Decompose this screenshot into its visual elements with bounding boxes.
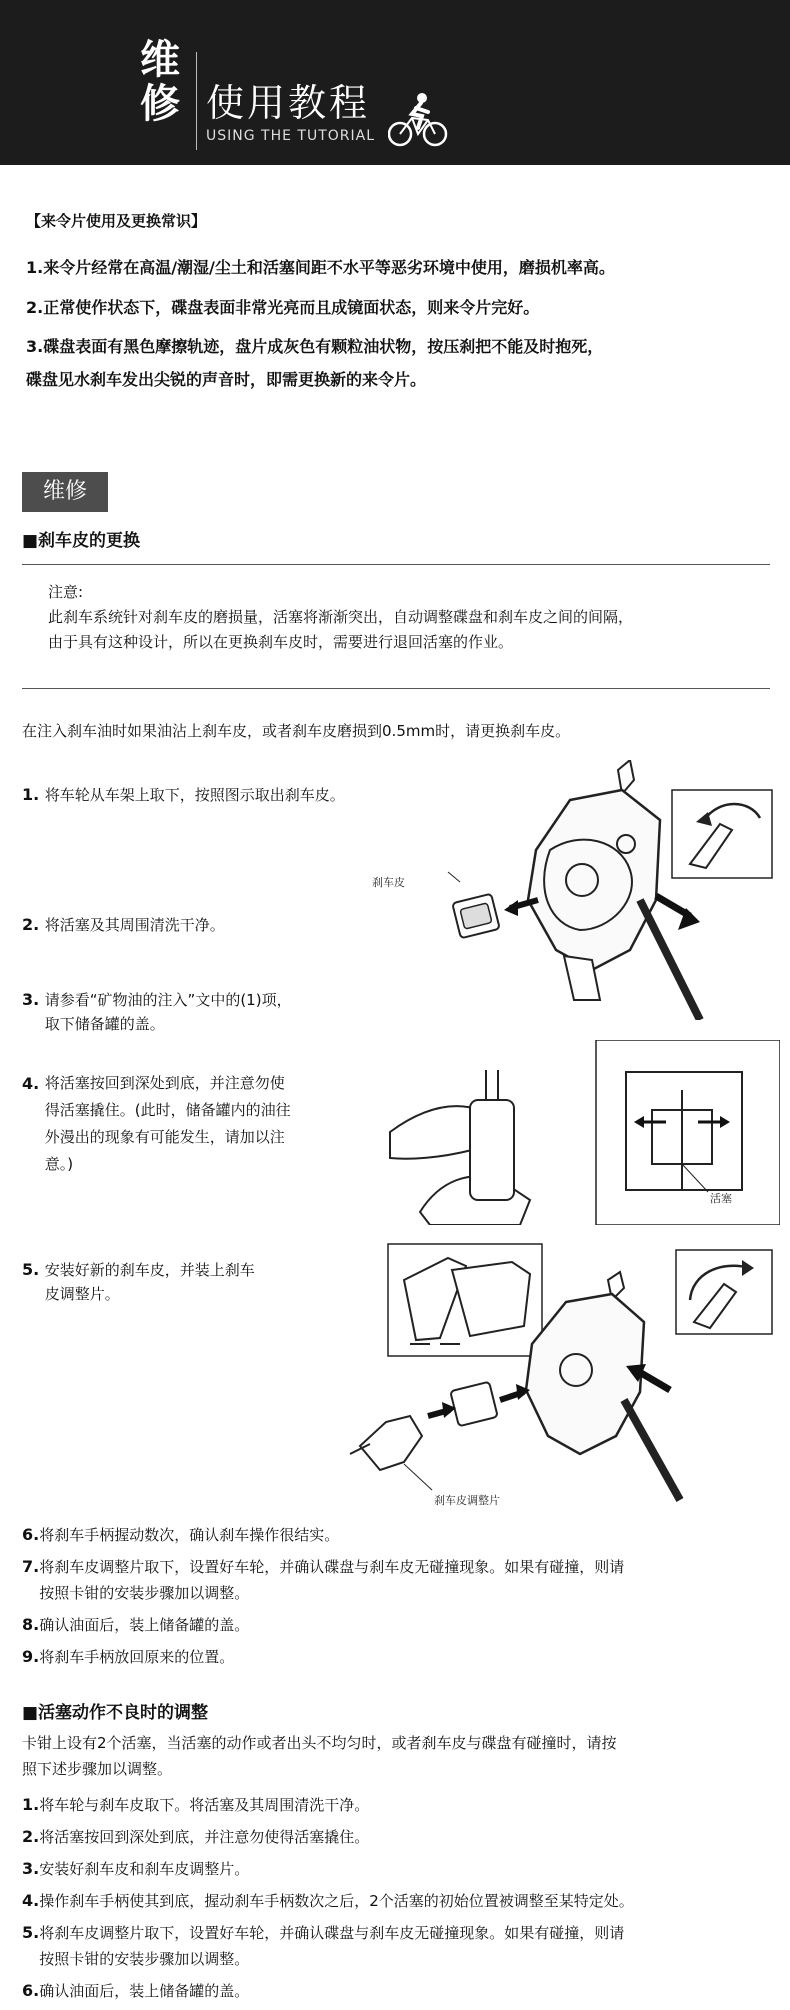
step-text: 将刹车皮调整片取下，设置好车轮，并确认碟盘与刹车皮无碰撞现象。如果有碰撞，则请 按照卡钳的安装步骤加以调整。 [39,1924,625,1968]
step-number: 2. [22,915,45,934]
page-title: 使用教程 [206,81,371,125]
step-number: 1. [22,1795,40,1814]
divider-top [22,564,770,565]
step-number: 5. [22,1923,40,1942]
step-number: 4. [22,1074,45,1093]
cyclist-icon [388,92,448,148]
step-number: 6. [22,1981,40,2000]
step-item [22,988,402,1036]
step-text: 将活塞按回到深处到底，并注意勿使得活塞撬住。 [39,1828,370,1846]
step-number: 7. [22,1557,40,1576]
step-number: 6. [22,1525,40,1544]
section-heading-pad-replacement: ■刹车皮的更换 [22,531,141,551]
step-number: 3. [22,990,45,1009]
step-text: 将车轮与刹车皮取下。将活塞及其周围清洗干净。 [39,1796,370,1814]
step-text: 将刹车手柄放回原来的位置。 [39,1648,235,1666]
step-number: 8. [22,1615,40,1634]
step-text: 请参看“矿物油的注入”文中的(1)项， 取下储备罐的盖。 [44,991,292,1033]
step-text: 将活塞按回到深处到底，并注意勿使 得活塞撬住。(此时，储备罐内的油往 外漫出的现象有可能发生，请加以注 意。) [44,1074,291,1173]
step-text: 将活塞及其周围清洗干净。 [44,916,225,934]
section-heading-piston-adjust: ■活塞动作不良时的调整 [22,1703,209,1723]
note-box [48,580,768,655]
pads-info-heading: 【来令片使用及更换常识】 [26,212,207,230]
figure-pad-removal [360,760,780,1020]
step-text: 安装好刹车皮和刹车皮调整片。 [39,1860,250,1878]
header-big-chars: 维 修 [140,37,180,127]
figure-pad-install [340,1240,780,1510]
intro-text: 在注入刹车油时如果油沾上刹车皮，或者刹车皮磨损到0.5mm时，请更换刹车皮。 [22,722,571,740]
step-number: 9. [22,1647,40,1666]
figure-label-piston: 活塞 [710,1192,732,1205]
figure-label-pad: 刹车皮 [372,876,405,889]
step-text: 将车轮从车架上取下，按照图示取出刹车皮。 [44,786,345,804]
step-text: 确认油面后，装上储备罐的盖。 [39,1616,250,1634]
pads-info-item: 1.来令片经常在高温/潮湿/尘土和活塞间距不水平等恶劣环境中使用，磨损机率高。 [26,258,615,277]
steps2-list [22,1792,782,2004]
step-item [22,783,402,807]
step-number: 3. [22,1859,40,1878]
step-text: 将刹车皮调整片取下，设置好车轮，并确认碟盘与刹车皮无碰撞现象。如果有碰撞，则请 按照卡钳的安装步骤加以调整。 [39,1558,625,1602]
repair-tag: 维修 [22,472,108,512]
note-title: 注意: [48,583,84,601]
step-text: 操作刹车手柄使其到底，握动刹车手柄数次之后，2个活塞的初始位置被调整至某特定处。 [39,1892,634,1910]
step-item [22,913,402,937]
step-number: 4. [22,1891,40,1910]
pads-info-item: 2.正常使作状态下，碟盘表面非常光亮而且成镜面状态，则来令片完好。 [26,298,540,317]
figure-label-spacer: 刹车皮调整片 [434,1494,500,1507]
figure-piston-pushback [380,1040,780,1225]
step-number: 2. [22,1827,40,1846]
header-banner [0,0,790,165]
step-item [22,1070,402,1178]
pads-info-item: 3.碟盘表面有黑色摩擦轨迹，盘片成灰色有颗粒油状物，按压刹把不能及时抱死， [26,337,604,356]
pads-info-item: 碟盘见水刹车发出尖锐的声音时，即需更换新的来令片。 [26,370,427,389]
header-divider [196,52,197,150]
page-subtitle: USING THE TUTORIAL [206,128,376,144]
step-text: 将刹车手柄握动数次，确认刹车操作很结实。 [39,1526,340,1544]
step-number: 5. [22,1260,45,1279]
step-text: 确认油面后，装上储备罐的盖。 [39,1982,250,2000]
note-line: 此刹车系统针对刹车皮的磨损量，活塞将渐渐突出，自动调整碟盘和刹车皮之间的间隔， [48,608,634,626]
step-text: 安装好新的刹车皮，并装上刹车 皮调整片。 [44,1261,255,1303]
steps-after-list [22,1522,782,1670]
divider-bottom [22,688,770,689]
step-number: 1. [22,785,45,804]
section2-intro: 卡钳上设有2个活塞，当活塞的动作或者出头不均匀时，或者刹车皮与碟盘有碰撞时，请按 照下述步骤加以调整。 [22,1734,617,1778]
note-line: 由于具有这种设计，所以在更换刹车皮时，需要进行退回活塞的作业。 [48,633,514,651]
